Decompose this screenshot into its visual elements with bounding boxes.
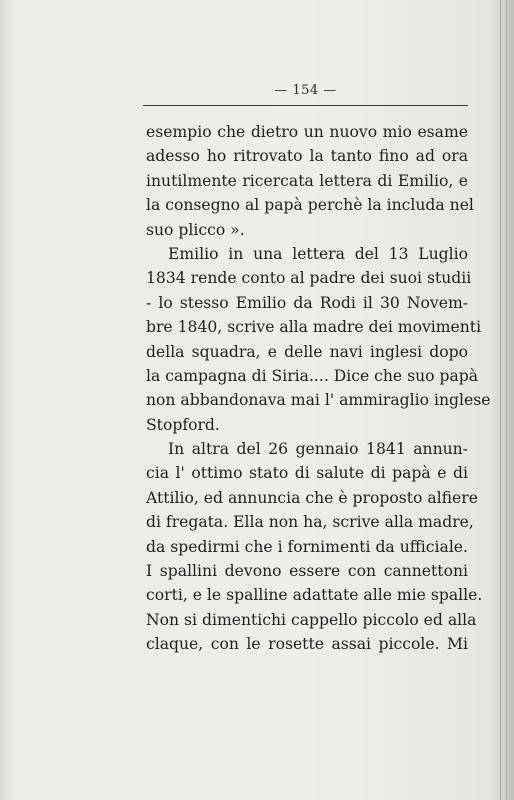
text-line: suo plicco ».	[146, 220, 245, 239]
text-line: claque, con le rosette assai piccole. Mi	[146, 635, 468, 654]
text-line: da spedirmi che i fornimenti da ufficiale.	[146, 537, 468, 556]
header-rule	[143, 105, 468, 106]
text-line: Attilio, ed annuncia che è proposto alfiere	[146, 488, 478, 507]
text-line: di fregata. Ella non ha, scrive alla madre,	[146, 513, 474, 532]
text-line: Emilio in una lettera del 13 Luglio	[168, 244, 468, 263]
text-line: inutilmente ricercata lettera di Emilio, e	[146, 171, 468, 190]
text-line: I spallini devono essere con cannettoni	[146, 562, 468, 581]
text-line: - lo stesso Emilio da Rodi il 30 Novem-	[146, 293, 468, 312]
text-line: Stopford.	[146, 415, 220, 434]
text-line: non abbandonava mai l' ammiraglio inglese	[146, 391, 491, 410]
text-line: adesso ho ritrovato la tanto fino ad ora	[146, 147, 468, 166]
page-edge	[492, 0, 514, 800]
text-line: In altra del 26 gennaio 1841 annun-	[168, 440, 468, 459]
text-line: esempio che dietro un nuovo mio esame	[146, 123, 468, 141]
text-line: bre 1840, scrive alla madre dei movimenti	[146, 318, 482, 337]
text-line: 1834 rende conto al padre dei suoi studii	[146, 269, 472, 288]
body-text	[146, 120, 491, 657]
text-line: cia l' ottimo stato di salute di papà e di	[146, 464, 468, 483]
text-line: corti, e le spalline adattate alle mie spalle.	[146, 586, 483, 605]
text-line: della squadra, e delle navi inglesi dopo	[146, 342, 468, 361]
text-line: la campagna di Siria.... Dice che suo papà	[146, 366, 479, 385]
page-number: — 154 —	[274, 83, 337, 98]
text-line: Non si dimentichi cappello piccolo ed alla	[146, 610, 477, 629]
text-line: la consegno al papà perchè la includa nel	[146, 196, 474, 215]
